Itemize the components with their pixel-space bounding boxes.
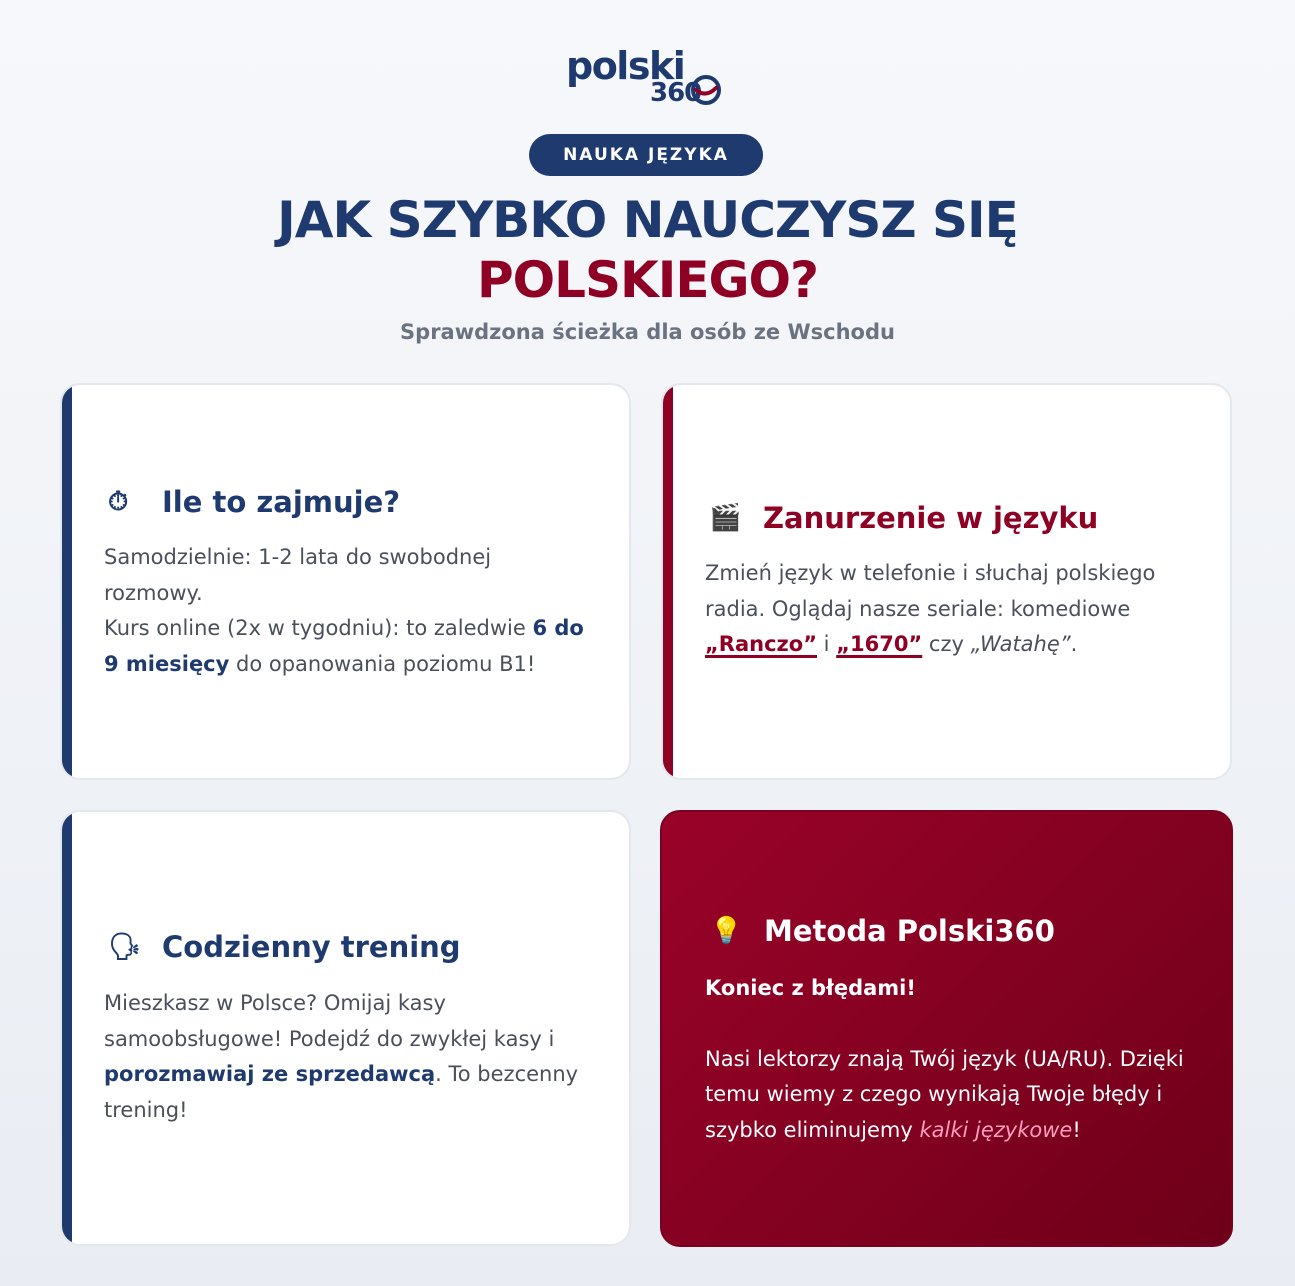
card-immersion xyxy=(661,383,1232,780)
card-title-text: Metoda Polski360 xyxy=(764,914,1055,948)
1670-link[interactable]: „1670” xyxy=(836,632,923,656)
lightbulb-icon: 💡 xyxy=(710,916,743,946)
card-title-text: Ile to zajmuje? xyxy=(162,485,401,519)
card-duration xyxy=(60,383,631,780)
card-accent-bar xyxy=(62,812,72,1244)
card-text-mid2: czy xyxy=(922,632,971,656)
card-text-pre: Mieszkasz w Polsce? Omijaj kasy samoobsługowe! Podejdź do zwykłej kasy i xyxy=(104,991,555,1051)
watahe-title: „Watahę” xyxy=(970,632,1071,656)
card-title xyxy=(710,914,1055,948)
card-text-highlight: 6 do 9 miesięcy xyxy=(104,616,584,676)
title-line-1: JAK SZYBKO NAUCZYSZ SIĘ xyxy=(277,191,1018,249)
card-text xyxy=(705,971,1200,1148)
logo-word: polski xyxy=(566,44,685,88)
card-text-line1: Samodzielnie: 1-2 lata do swobodnej rozmowy. xyxy=(104,545,492,605)
card-text-pre: Zmień język w telefonie i słuchaj polskiego radia. Oglądaj nasze seriale: komediowe xyxy=(705,561,1156,621)
card-title-text: Zanurzenie w języku xyxy=(763,501,1099,535)
card-method xyxy=(660,810,1233,1247)
card-text-end: ! xyxy=(1072,1117,1081,1142)
card-text-line2-pre: Kurs online (2x w tygodniu): to zaledwie xyxy=(104,616,533,640)
ranczo-link[interactable]: „Ranczo” xyxy=(705,632,817,656)
card-text-line2-post: do opanowania poziomu B1! xyxy=(229,651,536,676)
card-text-end: . xyxy=(1070,632,1078,656)
card-text-mid1: i xyxy=(817,632,837,656)
card-title xyxy=(108,930,461,964)
card-text-pre: Nasi lektorzy znają Twój język (UA/RU). Dzięki temu wiemy z czego wynikają Twoje błędy i szybko eliminujemy xyxy=(705,1046,1184,1142)
card-text-post: . To bezcenny trening! xyxy=(104,1062,579,1122)
card-daily-training xyxy=(60,810,631,1246)
title-line-2: POLSKIEGO? xyxy=(476,251,819,309)
card-text xyxy=(104,986,594,1128)
card-title xyxy=(108,485,400,519)
card-title xyxy=(709,501,1098,535)
card-accent-bar xyxy=(663,385,673,778)
logo-number: 360 xyxy=(650,78,702,108)
card-accent-bar xyxy=(62,385,72,778)
page-subtitle: Sprawdzona ścieżka dla osób ze Wschodu xyxy=(400,320,895,344)
speaking-head-icon: 🗣 xyxy=(108,932,142,962)
card-lead: Koniec z błędami! xyxy=(705,976,916,1000)
logo xyxy=(566,44,736,116)
card-text xyxy=(104,540,594,682)
card-title-text: Codzienny trening xyxy=(162,930,461,964)
card-text-highlight: porozmawiaj ze sprzedawcą xyxy=(104,1062,436,1086)
clapperboard-icon: 🎬 xyxy=(709,503,742,533)
page-title xyxy=(0,190,1295,310)
section-badge: NAUKA JĘZYKA xyxy=(529,134,763,176)
card-text xyxy=(705,556,1185,663)
card-text-highlight: kalki językowe xyxy=(919,1117,1073,1142)
logo-ring-icon xyxy=(688,72,724,108)
stopwatch-icon: ⏱ xyxy=(108,486,129,517)
